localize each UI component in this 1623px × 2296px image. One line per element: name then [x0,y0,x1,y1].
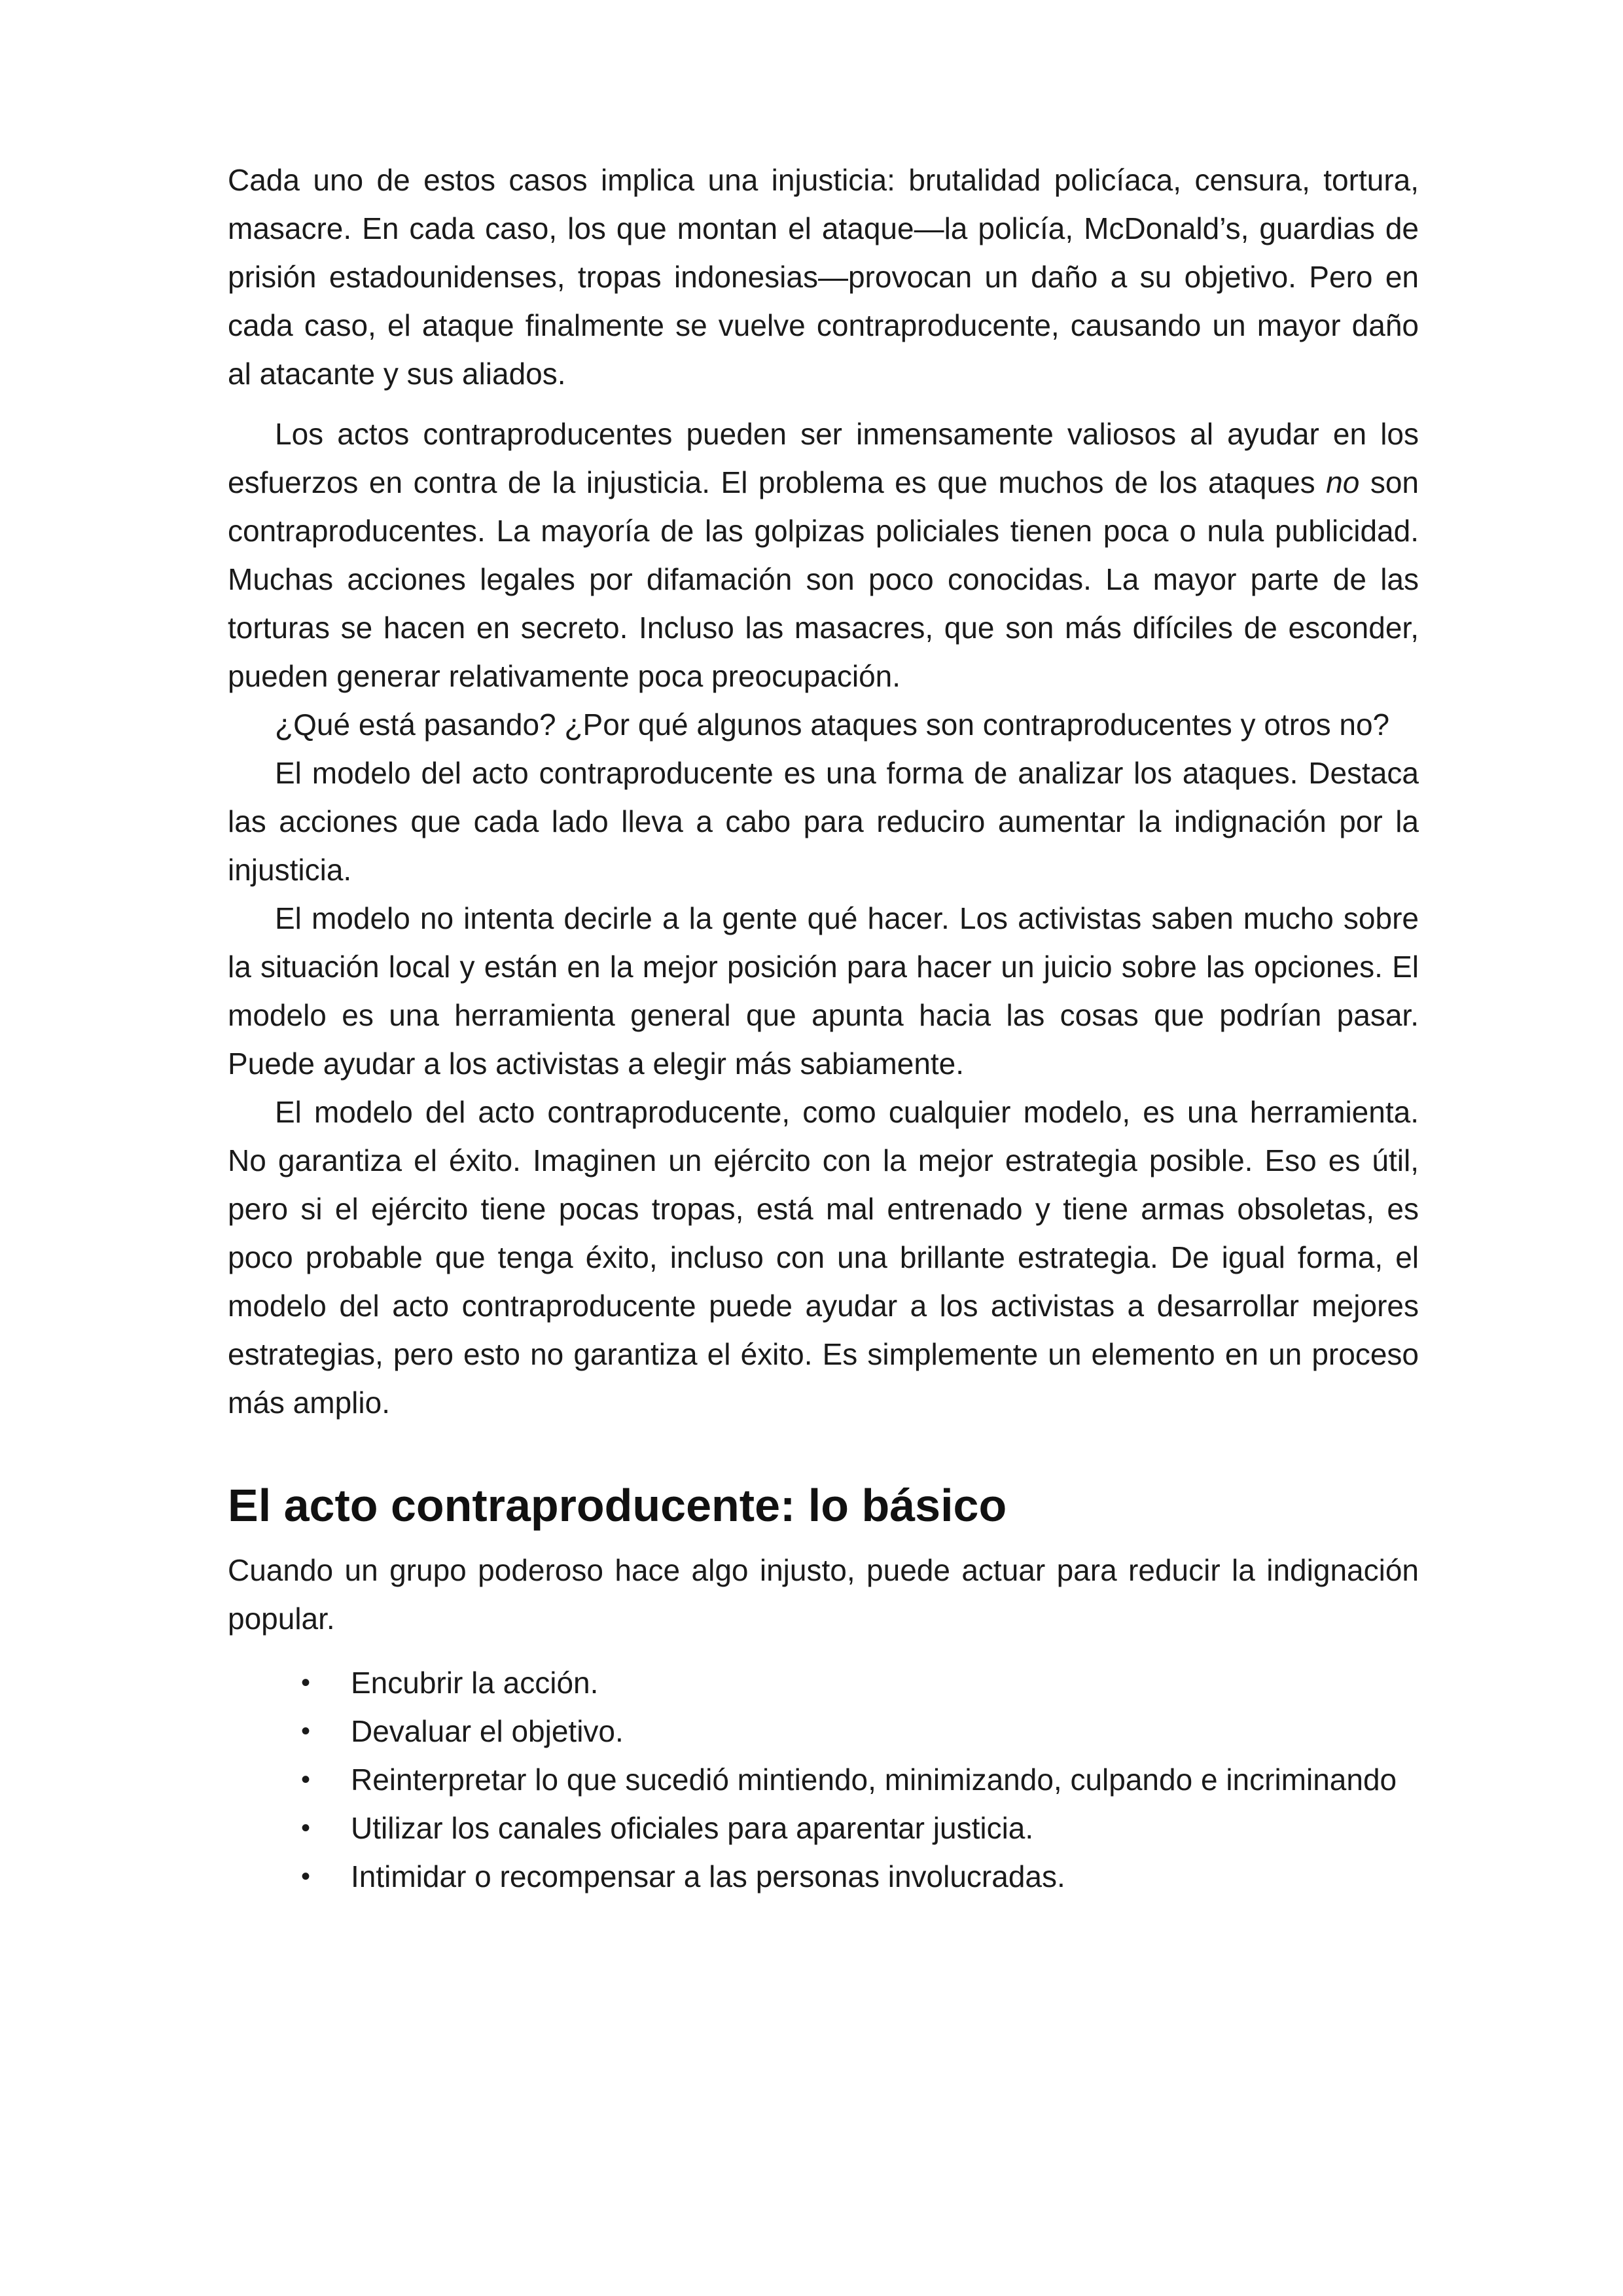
list-item [228,1707,1419,1755]
paragraph-model-purpose: El modelo no intenta decirle a la gente qué hacer. Los activistas saben mucho sobre la situación local y están en la mejor posición para hacer un juicio sobre las opciones. El modelo es una herramienta general que apunta hacia las cosas que podrían pasar. Puede ayudar a los activistas a elegir más sabiamente. [228,901,1419,1081]
emphasis-no: no [1326,465,1360,499]
paragraph-text: Los actos contraproducentes pueden ser inmensamente valiosos al ayudar en los esfuerzos en contra de la injusticia. El problema es que muchos de los ataques [228,417,1419,499]
section-heading: El acto contraproducente: lo básico [228,1480,1007,1531]
paragraph-question: ¿Qué está pasando? ¿Por qué algunos ataques son contraproducentes y otros no? [275,708,1390,742]
bullet-icon: • [301,1814,311,1842]
list-item-text: Encubrir la acción. [351,1666,599,1700]
paragraph-model-analysis: El modelo del acto contraproducente es una forma de analizar los ataques. Destaca las acciones que cada lado lleva a cabo para reduciro aumentar la indignación por la injusticia. [228,756,1419,887]
paragraph-backfire-value [228,410,1419,700]
paragraph-injustice-cases: Cada uno de estos casos implica una injusticia: brutalidad policíaca, censura, tortura, masacre. En cada caso, los que montan el ataque—la policía, McDonald’s, guardias de prisión estadounidenses, tropas indonesias—provocan un daño a su objetivo. Pero en cada caso, el ataque finalmente se vuelve contraproducente, causando un mayor daño al atacante y sus aliados. [228,163,1419,391]
document-page [228,156,1419,1901]
paragraph-text: son contraproducentes. La mayoría de las golpizas policiales tienen poca o nula publicidad. Muchas acciones legales por difamación son poco conocidas. La mayor parte de las torturas se hacen en secreto. Incluso las masacres, que son más difíciles de esconder, pueden generar relativamente poca preocupación. [228,465,1419,693]
list-item [228,1755,1419,1804]
bullet-icon: • [301,1862,311,1891]
section-intro: Cuando un grupo poderoso hace algo injusto, puede actuar para reducir la indignación popular. [228,1553,1419,1636]
list-item-text: Reinterpretar lo que sucedió mintiendo, minimizando, culpando e incriminando [351,1763,1397,1797]
list-item [228,1659,1419,1707]
bullet-icon: • [301,1765,311,1794]
list-item-text: Utilizar los canales oficiales para aparentar justicia. [351,1811,1034,1845]
list-item-text: Devaluar el objetivo. [351,1714,624,1748]
paragraph-model-tool: El modelo del acto contraproducente, como cualquier modelo, es una herramienta. No garantiza el éxito. Imaginen un ejército con la mejor estrategia posible. Eso es útil, pero si el ejército tiene pocas tropas, está mal entrenado y tiene armas obsoletas, es poco probable que tenga éxito, incluso con una brillante estrategia. De igual forma, el modelo del acto contraproducente puede ayudar a los activistas a desarrollar mejores estrategias, pero esto no garantiza el éxito. Es simplemente un elemento en un proceso más amplio. [228,1095,1419,1420]
tactics-list [228,1659,1419,1901]
bullet-icon: • [301,1717,311,1746]
bullet-icon: • [301,1668,311,1697]
list-item [228,1852,1419,1901]
list-item-text: Intimidar o recompensar a las personas involucradas. [351,1859,1065,1893]
list-item [228,1804,1419,1852]
